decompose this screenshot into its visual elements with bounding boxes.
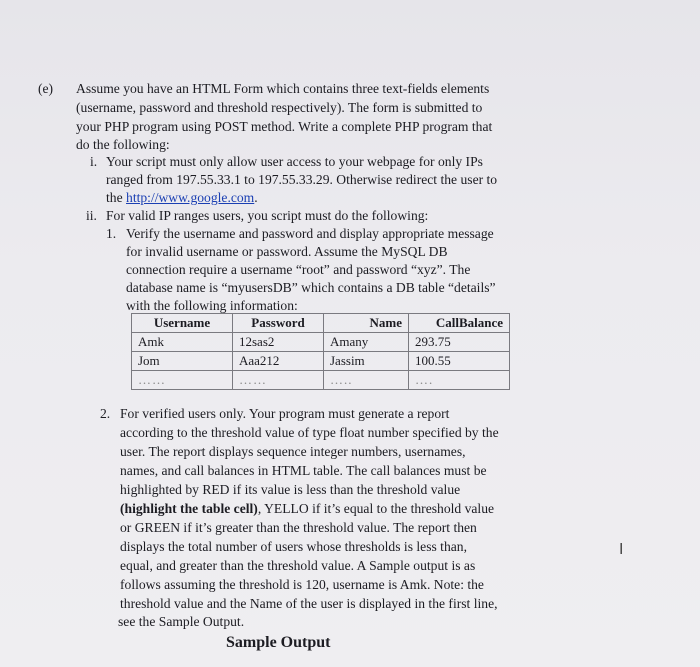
sub1-line-4: database name is “myusersDB” which contains a DB table “details” — [126, 280, 496, 295]
details-table — [131, 313, 510, 390]
item-ii-label: ii. — [86, 208, 97, 223]
cell-callbalance: …. — [409, 371, 510, 390]
sub2-line-7: or GREEN if it’s greater than the threshold value. The report then — [120, 520, 477, 535]
table-row — [132, 333, 510, 352]
google-link[interactable]: http://www.google.com — [126, 190, 255, 205]
item-i-line-2: ranged from 197.55.33.1 to 197.55.33.29. Otherwise redirect the user to — [106, 172, 498, 187]
cell-username: …… — [132, 371, 233, 390]
item-i-suffix: . — [254, 190, 258, 205]
question-label: (e) — [38, 81, 54, 96]
intro-line-4: do the following: — [76, 137, 170, 152]
item-i-line-3 — [106, 189, 258, 207]
sub2-line-4: names, and call balances in HTML table. The call balances must be — [120, 463, 487, 478]
sample-output-heading: Sample Output — [226, 634, 331, 651]
cell-name: ….. — [324, 371, 409, 390]
sub2-line-12: see the Sample Output. — [118, 614, 245, 629]
text-cursor-icon: I — [619, 540, 624, 558]
sub1-line-3: connection require a username “root” and password “xyz”. The — [126, 262, 471, 277]
cell-callbalance: 100.55 — [409, 352, 510, 371]
sub2-line-9: equal, and greater than the threshold value. A Sample output is as — [120, 558, 476, 573]
cell-name: Amany — [324, 333, 409, 352]
intro-line-1: Assume you have an HTML Form which contains three text-fields elements — [76, 81, 490, 96]
cell-password: Aaa212 — [233, 352, 324, 371]
item-ii-text: For valid IP ranges users, you script must do the following: — [106, 208, 429, 223]
sub1-line-5: with the following information: — [126, 298, 298, 313]
sub2-line-1: For verified users only. Your program must generate a report — [120, 406, 450, 421]
cell-username: Amk — [132, 333, 233, 352]
item-i-line-1: Your script must only allow user access to your webpage for only IPs — [106, 154, 483, 169]
highlight-cell-note: (highlight the table cell) — [120, 501, 258, 516]
header-name: Name — [324, 314, 409, 333]
cell-name: Jassim — [324, 352, 409, 371]
intro-line-2: (username, password and threshold respectively). The form is submitted to — [76, 100, 483, 115]
sub2-line-3: user. The report displays sequence integer numbers, usernames, — [120, 444, 466, 459]
sub2-line-6 — [120, 500, 494, 518]
header-username: Username — [132, 314, 233, 333]
sub2-label: 2. — [100, 406, 111, 421]
header-password: Password — [233, 314, 324, 333]
sub2-line-5: highlighted by RED if its value is less than the threshold value — [120, 482, 461, 497]
item-i-prefix: the — [106, 190, 127, 205]
sub1-line-1: Verify the username and password and display appropriate message — [126, 226, 494, 241]
table-row — [132, 352, 510, 371]
cell-password: 12sas2 — [233, 333, 324, 352]
cell-password: …… — [233, 371, 324, 390]
item-i-label: i. — [90, 154, 98, 169]
header-callbalance: CallBalance — [409, 314, 510, 333]
sub2-line-8: displays the total number of users whose thresholds is less than, — [120, 539, 467, 554]
intro-line-3: your PHP program using POST method. Write a complete PHP program that — [76, 119, 493, 134]
cell-callbalance: 293.75 — [409, 333, 510, 352]
sub2-line-10: follows assuming the threshold is 120, username is Amk. Note: the — [120, 577, 484, 592]
sub2-line-11: threshold value and the Name of the user is displayed in the first line, — [120, 596, 498, 611]
sub2-line-6-suffix: , YELLO if it’s equal to the threshold value — [257, 501, 495, 516]
sub1-label: 1. — [106, 226, 117, 241]
cell-username: Jom — [132, 352, 233, 371]
sub2-line-2: according to the threshold value of type float number specified by the — [120, 425, 499, 440]
table-header-row — [132, 314, 510, 333]
table-row — [132, 371, 510, 390]
sub1-line-2: for invalid username or password. Assume the MySQL DB — [126, 244, 448, 259]
